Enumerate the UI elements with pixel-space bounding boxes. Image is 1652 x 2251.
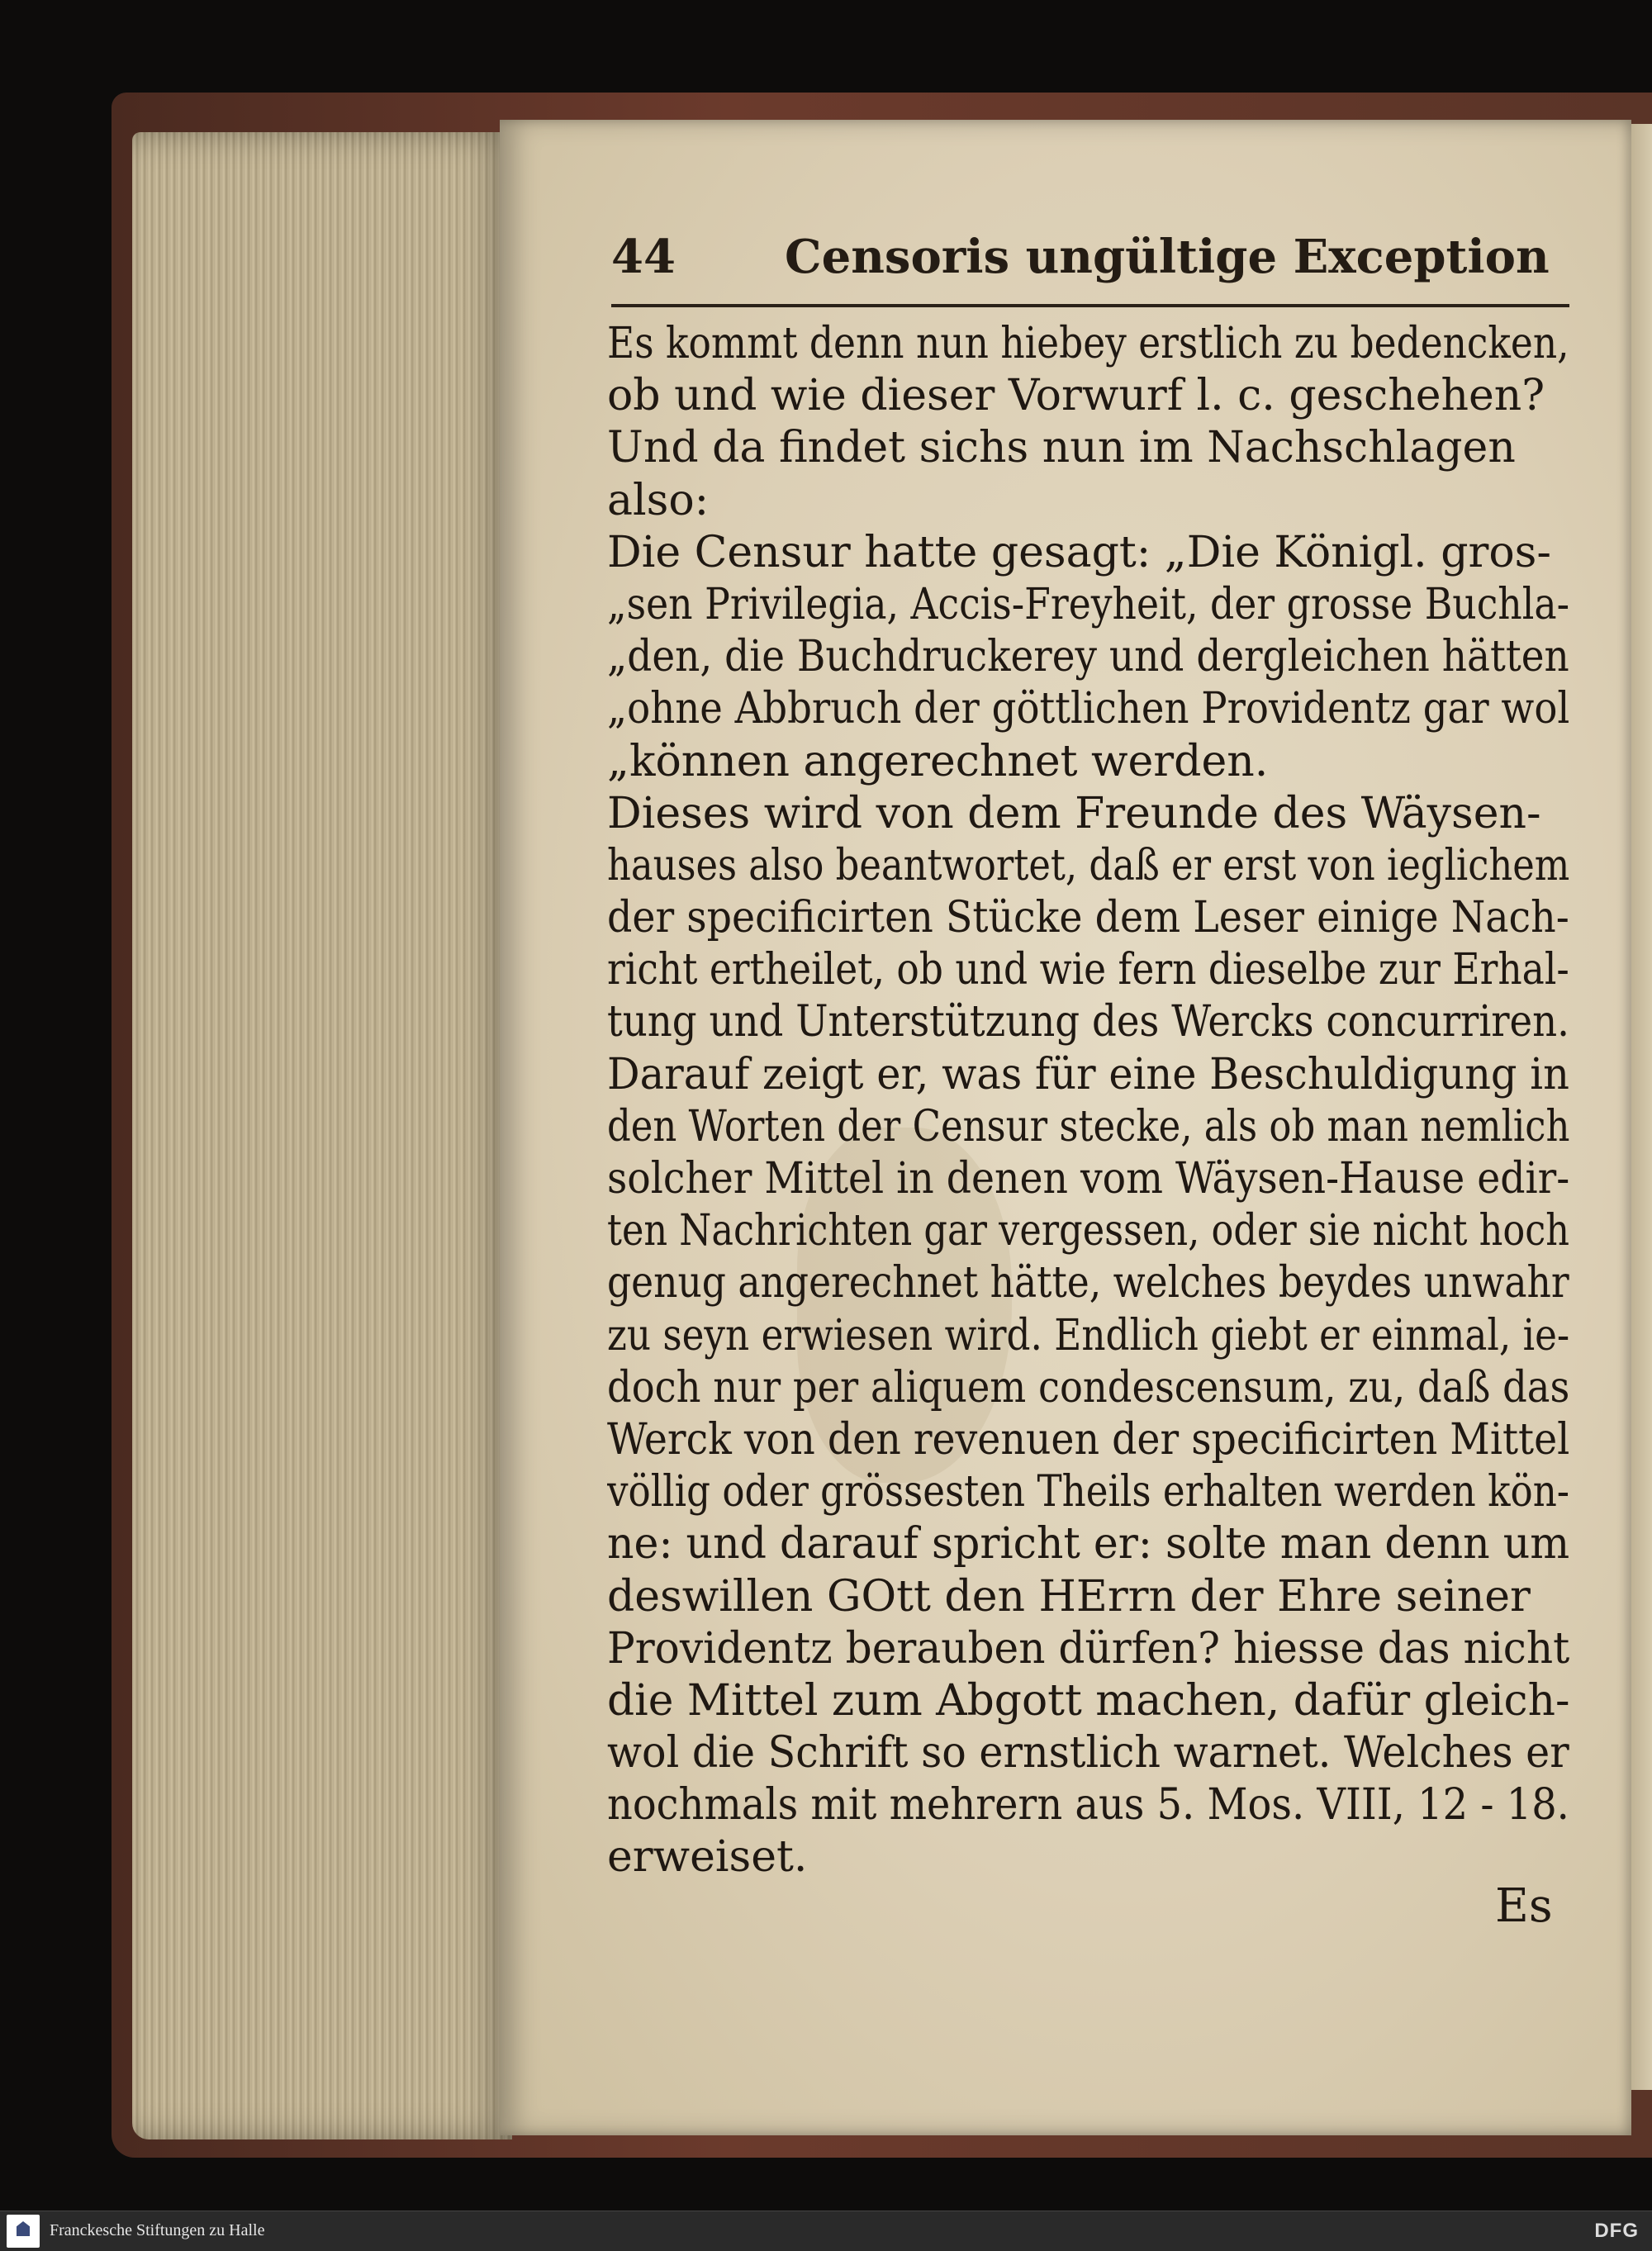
text-line [607,1675,1569,1727]
text-line [607,1257,1569,1309]
text-line-content: Darauf zeigt er, was für eine Beschuldigung in [607,1049,1569,1099]
body-text [607,318,1569,1884]
text-line [607,1466,1569,1518]
text-line [607,892,1569,944]
text-line [607,996,1569,1048]
text-line-content: hauses also beantwortet, daß er erst von ieglichem [607,840,1569,890]
text-line [607,1518,1569,1570]
text-line-content: „ohne Abbruch der göttlichen Providentz gar wol [607,684,1569,734]
text-line-content: Es kommt denn nun hiebey erstlich zu bedencken, [607,319,1569,368]
text-line-content: der specificirten Stücke dem Leser einige Nach- [607,893,1569,943]
text-line-content: genug angerechnet hätte, welches beydes unwahr [607,1258,1569,1308]
institution-logo-icon [7,2215,40,2248]
text-line [607,475,1569,527]
text-line-content: tung und Unterstützung des Wercks concurriren. [607,997,1569,1047]
header-rule [611,304,1569,307]
text-line [607,944,1569,996]
page-number: 44 [611,230,676,284]
text-line [607,840,1569,892]
text-line [607,788,1569,840]
text-line-content: Die Censur hatte gesagt: „Die Königl. gros- [607,527,1551,577]
text-line [607,527,1569,579]
text-line-content: doch nur per aliquem condescensum, zu, daß das [607,1362,1569,1413]
institution-name: Franckesche Stiftungen zu Halle [50,2221,265,2239]
catchword: Es [1495,1879,1553,1933]
text-line-content: erweiset. [607,1832,808,1883]
text-line [607,1310,1569,1362]
text-line-content: nochmals mit mehrern aus 5. Mos. VIII, 12 - 18. [607,1780,1569,1831]
text-line [607,1153,1569,1205]
text-line [607,1623,1569,1675]
text-line [607,1362,1569,1414]
text-line-content: „können angerechnet werden. [607,736,1269,786]
text-line-content: deswillen GOtt den HErrn der Ehre seiner [607,1571,1531,1622]
text-line [607,422,1569,474]
text-line-content: zu seyn erwiesen wird. Endlich giebt er einmal, ie- [607,1310,1569,1361]
viewer-footer [0,2211,1652,2251]
page-edges [132,132,512,2139]
text-line [607,1779,1569,1831]
text-line [607,1414,1569,1466]
text-line-content: wol die Schrift so ernstlich warnet. Welches er [607,1728,1569,1778]
text-line [607,631,1569,683]
text-line [607,1205,1569,1257]
text-line-content: „den, die Buchdruckerey und dergleichen hätten [607,632,1569,682]
text-line-content: Dieses wird von dem Freunde des Wäysen- [607,788,1541,838]
running-title: Censoris ungültige Exception [785,230,1550,284]
text-line [607,579,1569,631]
text-line-content: die Mittel zum Abgott machen, dafür gleich- [607,1675,1569,1726]
text-line-content: völlig oder grössesten Theils erhalten werden kön- [607,1467,1569,1517]
text-line-content: Und da findet sichs nun im Nachschlagen [607,423,1516,473]
text-line-content: richt ertheilet, ob und wie fern dieselbe zur Erhal- [607,945,1569,995]
running-head [611,230,1569,296]
text-line-content: Providentz berauben dürfen? hiesse das nicht [607,1623,1569,1674]
text-line-content: ten Nachrichten gar vergessen, oder sie nicht hoch [607,1206,1569,1256]
dfg-logo: DFG [1594,2220,1639,2242]
text-line-content: also: [607,475,710,525]
text-line [607,736,1569,788]
text-line [607,1049,1569,1101]
text-line [607,1727,1569,1779]
text-line-content: den Worten der Censur stecke, als ob man nemlich [607,1101,1569,1152]
text-line [607,1831,1569,1883]
text-line-content: solcher Mittel in denen vom Wäysen-Hause edir- [607,1154,1569,1204]
text-line [607,1571,1569,1623]
text-line [607,370,1569,422]
text-line-content: ob und wie dieser Vorwurf l. c. geschehen? [607,371,1545,421]
text-line-content: „sen Privilegia, Accis-Freyheit, der grosse Buchla- [607,579,1569,629]
text-line [607,318,1569,370]
text-line-content: ne: und darauf spricht er: solte man denn um [607,1519,1569,1570]
text-line [607,1101,1569,1153]
text-line [607,683,1569,735]
text-line-content: Werck von den revenuen der specificirten Mittel [607,1414,1569,1465]
